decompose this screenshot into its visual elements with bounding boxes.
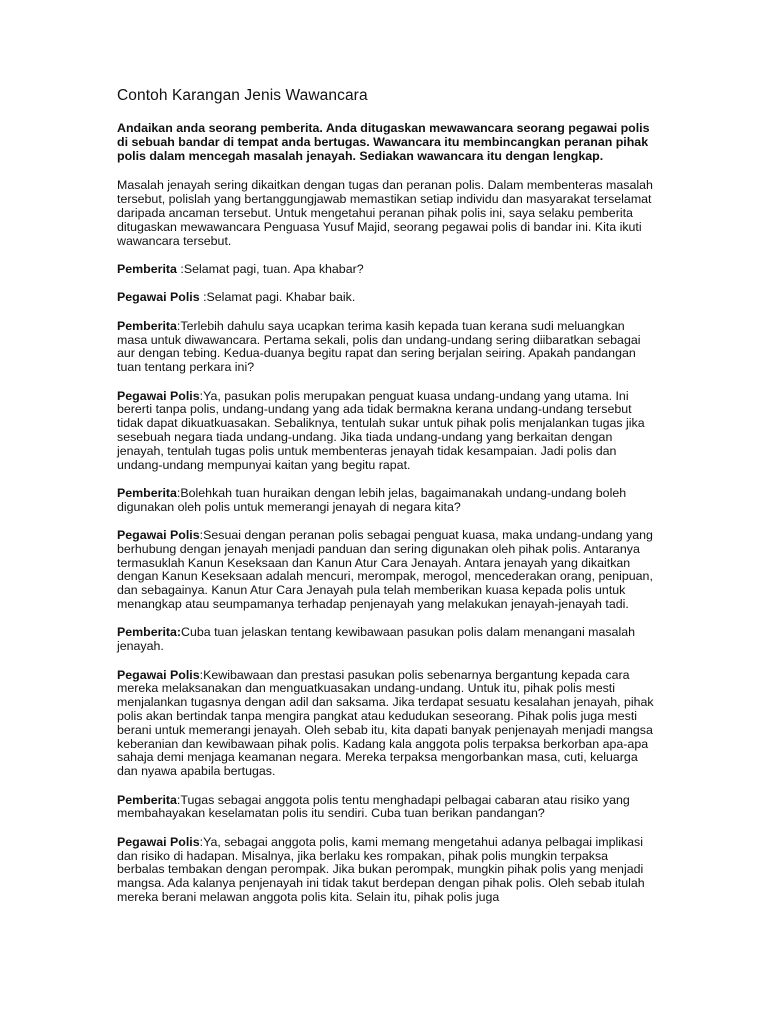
dialogue-line: [117, 794, 657, 822]
dialogue-text: Selamat pagi. Khabar baik.: [206, 290, 356, 305]
dialogue-line: [117, 669, 657, 779]
dialogue-text: Cuba tuan jelaskan tentang kewibawaan pasukan polis dalam menangani masalah jenayah.: [117, 625, 635, 654]
speaker-label: Pemberita:: [117, 625, 182, 640]
speaker-label: Pegawai Polis: [117, 667, 200, 682]
speaker-label: Pegawai Polis: [117, 834, 200, 849]
dialogue-line: [117, 626, 657, 654]
dialogue-text: Kewibawaan dan prestasi pasukan polis sebenarnya bergantung kepada cara mereka melaksanakan dan menguatkuasakan undang-undang. Untuk itu, pihak polis mesti menjalankan tugasnya dengan adil dan saksama. Jika terdapat sesuatu kesalahan jenayah, pihak polis akan bertindak tanpa mengira pangkat atau kedudukan seseorang. Pihak polis juga mesti berani untuk memerangi jenayah. Oleh sebab itu, kita dapati banyak penjenayah menjadi mangsa keberanian dan kewibawaan pihak polis. Kadang kala anggota polis terpaksa berkorban apa-apa sahaja demi menjaga keamanan negara. Mereka terpaksa mengorbankan masa, cuti, keluarga dan nyawa apabila bertugas.: [117, 667, 654, 779]
separator: :: [199, 290, 207, 305]
separator: :: [176, 318, 181, 333]
separator: :: [199, 528, 204, 543]
separator: :: [199, 667, 204, 682]
speaker-label: Pegawai Polis: [117, 388, 200, 403]
dialogue-text: Bolehkah tuan huraikan dengan lebih jelas, bagaimanakah undang-undang boleh digunakan oleh polis untuk memerangi jenayah di negara kita?: [117, 485, 627, 514]
dialogue-text: Tugas sebagai anggota polis tentu menghadapi pelbagai cabaran atau risiko yang membahayakan keselamatan polis itu sendiri. Cuba tuan berikan pandangan?: [117, 792, 630, 821]
speaker-label: Pemberita: [117, 318, 177, 333]
speaker-label: Pemberita: [117, 261, 177, 276]
separator: :: [199, 834, 204, 849]
dialogue-text: Terlebih dahulu saya ucapkan terima kasih kepada tuan kerana sudi meluangkan masa untuk diwawancara. Pertama sekali, polis dan undang-undang sering diibaratkan sebagai aur dengan tebing. Kedua-duanya begitu rapat dan sering berjalan seiring. Apakah pandangan tuan tentang perkara ini?: [117, 318, 641, 375]
dialogue-line: [117, 529, 657, 612]
dialogue-line: [117, 320, 657, 375]
dialogue-line: [117, 291, 657, 305]
dialogue-text: Sesuai dengan peranan polis sebagai penguat kuasa, maka undang-undang yang berhubung dengan jenayah menjadi panduan dan sering digunakan oleh pihak polis. Antaranya termasuklah Kanun Keseksaan dan Kanun Atur Cara Jenayah. Antara jenayah yang dikaitkan dengan Kanun Keseksaan adalah mencuri, merompak, merogol, mencederakan orang, penipuan, dan sebagainya. Kanun Atur Cara Jenayah pula telah memberikan kuasa kepada polis untuk menangkap atau seumpamanya terhadap penjenayah yang melakukan jenayah-jenayah tadi.: [117, 528, 653, 612]
speaker-label: Pegawai Polis: [117, 290, 200, 305]
instruction-paragraph: Andaikan anda seorang pemberita. Anda ditugaskan mewawancara seorang pegawai polis di sebuah bandar di tempat anda bertugas. Wawancara itu membincangkan peranan pihak polis dalam mencegah masalah jenayah. Sediakan wawancara itu dengan lengkap.: [117, 121, 650, 163]
dialogue-text: Ya, pasukan polis merupakan penguat kuasa undang-undang yang utama. Ini bererti tanpa polis, undang-undang yang ada tidak bermakna kerana undang-undang tersebut tidak dapat dikuatkuasakan. Sebaliknya, tentulah sukar untuk pihak polis menjalankan tugas jika sesebuah negara tiada undang-undang. Jika tiada undang-undang yang berkaitan dengan jenayah, tentulah tugas polis untuk membenteras jenayah tidak kesampaian. Jadi polis dan undang-undang mempunyai kaitan yang begitu rapat.: [117, 388, 645, 472]
document-page: [117, 86, 657, 919]
separator: :: [199, 388, 204, 403]
speaker-label: Pemberita: [117, 792, 177, 807]
separator: :: [176, 485, 181, 500]
speaker-label: Pemberita: [117, 485, 177, 500]
separator: :: [176, 792, 181, 807]
document-title: Contoh Karangan Jenis Wawancara: [117, 87, 368, 104]
dialogue-line: [117, 390, 657, 473]
dialogue-line: [117, 836, 657, 905]
dialogue-text: Selamat pagi, tuan. Apa khabar?: [183, 261, 364, 276]
speaker-label: Pegawai Polis: [117, 528, 200, 543]
dialogue-text: Ya, sebagai anggota polis, kami memang mengetahui adanya pelbagai implikasi dan risiko di hadapan. Misalnya, jika berlaku kes rompakan, pihak polis mungkin terpaksa berbalas tembakan dengan perompak. Jika bukan perompak, mungkin pihak polis yang menjadi mangsa. Ada kalanya penjenayah ini tidak takut berdepan dengan pihak polis. Oleh sebab itulah mereka berani melawan anggota polis kita. Selain itu, pihak polis juga: [117, 834, 645, 904]
dialogue-line: [117, 263, 657, 277]
intro-paragraph: Masalah jenayah sering dikaitkan dengan tugas dan peranan polis. Dalam membenteras masalah tersebut, polislah yang bertanggungjawab memastikan setiap individu dan masyarakat terselamat daripada ancaman tersebut. Untuk mengetahui peranan pihak polis ini, saya selaku pemberita ditugaskan mewawancara Penguasa Yusuf Majid, seorang pegawai polis di bandar ini. Kita ikuti wawancara tersebut.: [117, 178, 653, 248]
dialogue-line: [117, 487, 657, 515]
separator: :: [176, 261, 184, 276]
